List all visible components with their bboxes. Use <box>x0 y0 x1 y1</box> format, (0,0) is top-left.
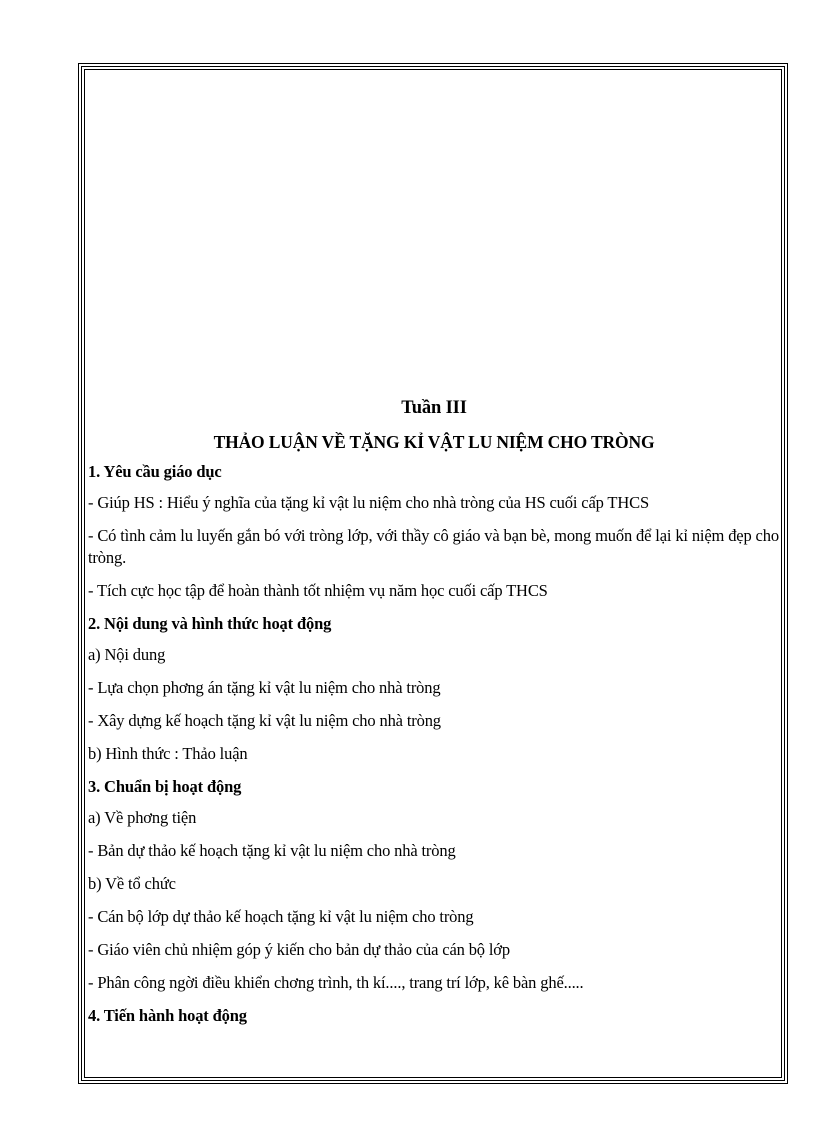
section-3-item: - Cán bộ lớp dự thảo kế hoạch tặng kỉ vật lu niệm cho tròng <box>88 907 474 926</box>
document-body <box>88 398 780 1036</box>
section-3-item: - Phân công ngời điều khiển chơng trình, th kí...., trang trí lớp, kê bàn ghế..... <box>88 973 584 992</box>
section-2-item: b) Hình thức : Thảo luận <box>88 744 248 763</box>
section-3-item: b) Về tổ chức <box>88 874 176 893</box>
week-title: Tuần III <box>401 398 467 418</box>
section-3-heading: 3. Chuẩn bị hoạt động <box>88 777 242 796</box>
section-1-heading: 1. Yêu cầu giáo dục <box>88 462 222 481</box>
section-1-item: - Tích cực học tập để hoàn thành tốt nhiệm vụ năm học cuối cấp THCS <box>88 581 548 600</box>
section-1-item: - Giúp HS : Hiểu ý nghĩa của tặng kỉ vật lu niệm cho nhà tròng của HS cuối cấp THCS <box>88 493 649 512</box>
section-2-item: - Xây dựng kế hoạch tặng kỉ vật lu niệm cho nhà tròng <box>88 711 441 730</box>
section-3-item: a) Về phơng tiện <box>88 808 197 827</box>
section-3-item: - Bản dự thảo kế hoạch tặng kỉ vật lu niệm cho nhà tròng <box>88 841 456 860</box>
section-3-item: - Giáo viên chủ nhiệm góp ý kiến cho bản dự thảo của cán bộ lớp <box>88 940 510 959</box>
section-1-item: - Có tình cảm lu luyến gắn bó với tròng lớp, với thầy cô giáo và bạn bè, mong muốn để lại kỉ niệm đẹp cho tròng. <box>88 526 779 567</box>
section-2-item: - Lựa chọn phơng án tặng kỉ vật lu niệm cho nhà tròng <box>88 678 441 697</box>
section-2-heading: 2. Nội dung và hình thức hoạt động <box>88 614 332 633</box>
section-2-item: a) Nội dung <box>88 645 166 664</box>
section-4-heading: 4. Tiến hành hoạt động <box>88 1006 247 1025</box>
lesson-title: THẢO LUẬN VỀ TẶNG KỈ VẬT LU NIỆM CHO TRÒNG <box>213 432 655 452</box>
